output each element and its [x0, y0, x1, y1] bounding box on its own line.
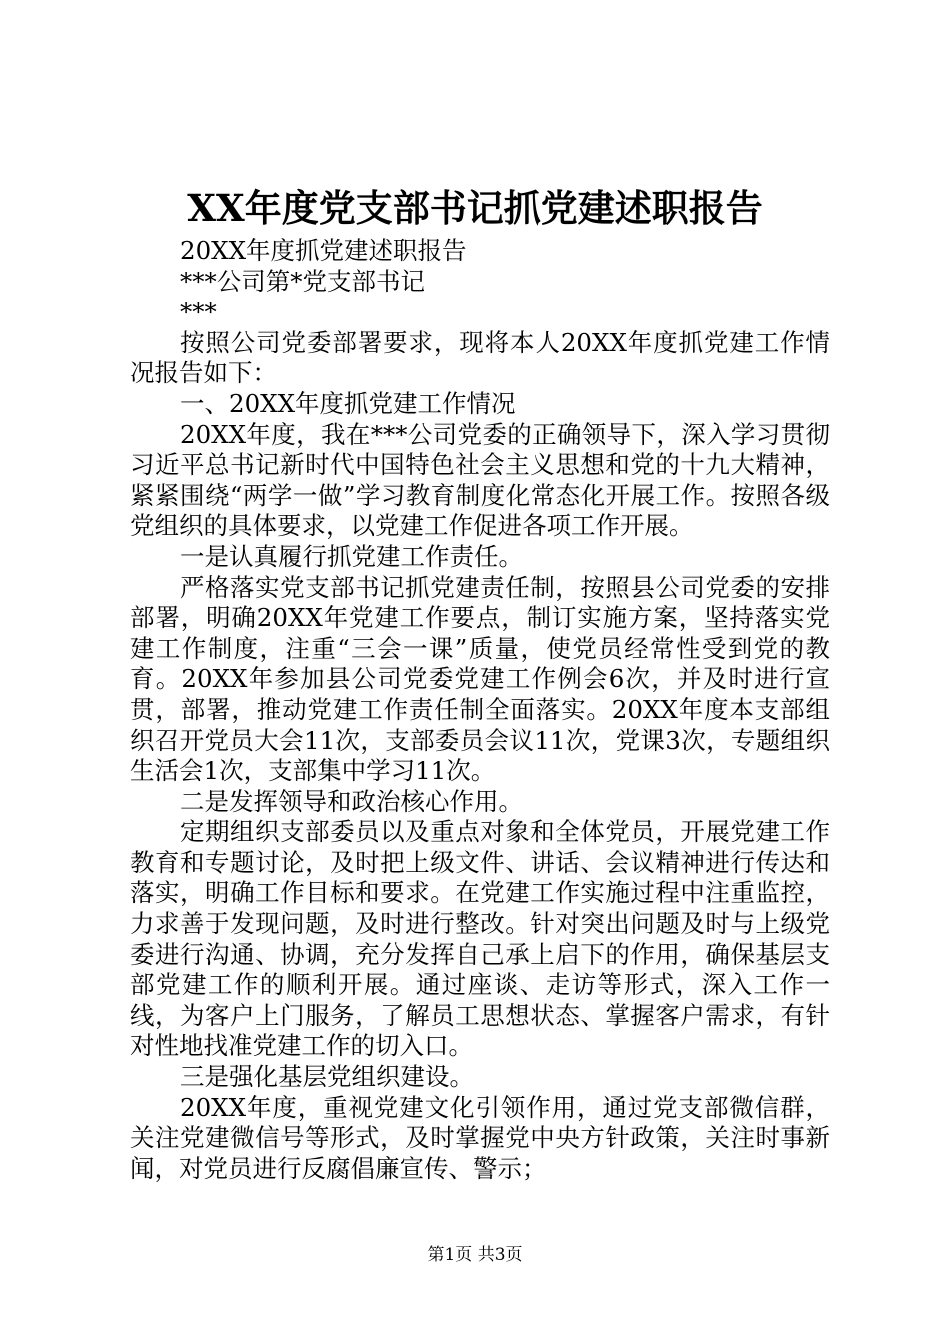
- intro-paragraph: 按照公司党委部署要求，现将本人20XX年度抓党建工作情况报告如下：: [130, 327, 830, 388]
- author-name: ***: [180, 297, 217, 327]
- body-paragraph: 20XX年度，我在***公司党委的正确领导下，深入学习贯彻习近平总书记新时代中国特色社会主义思想和党的十九大精神，紧紧围绕“两学一做”学习教育制度化常态化开展工作。按照各级党组织的具体要求，以党建工作促进各项工作开展。: [130, 419, 830, 541]
- subsection-heading: 一是认真履行抓党建工作责任。: [180, 541, 523, 571]
- report-subtitle: 20XX年度抓党建述职报告: [180, 236, 467, 265]
- page-number: 第1页 共3页: [427, 1245, 523, 1265]
- subsection-heading: 二是发挥领导和政治核心作用。: [180, 786, 523, 816]
- body-paragraph: 20XX年度，重视党建文化引领作用，通过党支部微信群，关注党建微信号等形式，及时掌握党中央方针政策，关注时事新闻，对党员进行反腐倡廉宣传、警示；: [130, 1092, 830, 1183]
- document-body: [130, 236, 830, 1184]
- section-heading: 一、20XX年度抓党建工作情况: [180, 388, 516, 418]
- author-affiliation: ***公司第*党支部书记: [180, 266, 425, 296]
- subsection-heading: 三是强化基层党组织建设。: [180, 1062, 474, 1092]
- body-paragraph: 定期组织支部委员以及重点对象和全体党员，开展党建工作教育和专题讨论，及时把上级文件、讲话、会议精神进行传达和落实，明确工作目标和要求。在党建工作实施过程中注重监控，力求善于发现问题，及时进行整改。针对突出问题及时与上级党委进行沟通、协调，充分发挥自己承上启下的作用，确保基层支部党建工作的顺利开展。通过座谈、走访等形式，深入工作一线，为客户上门服务，了解员工思想状态、掌握客户需求，有针对性地找准党建工作的切入口。: [130, 817, 830, 1061]
- body-paragraph: 严格落实党支部书记抓党建责任制，按照县公司党委的安排部署，明确20XX年党建工作要点，制订实施方案，坚持落实党建工作制度，注重“三会一课”质量，使党员经常性受到党的教育。20XX年参加县公司党委党建工作例会6次，并及时进行宣贯，部署，推动党建工作责任制全面落实。20XX年度本支部组织召开党员大会11次，支部委员会议11次，党课3次，专题组织生活会1次，支部集中学习11次。: [130, 572, 830, 786]
- document-title: XX年度党支部书记抓党建述职报告: [187, 186, 763, 230]
